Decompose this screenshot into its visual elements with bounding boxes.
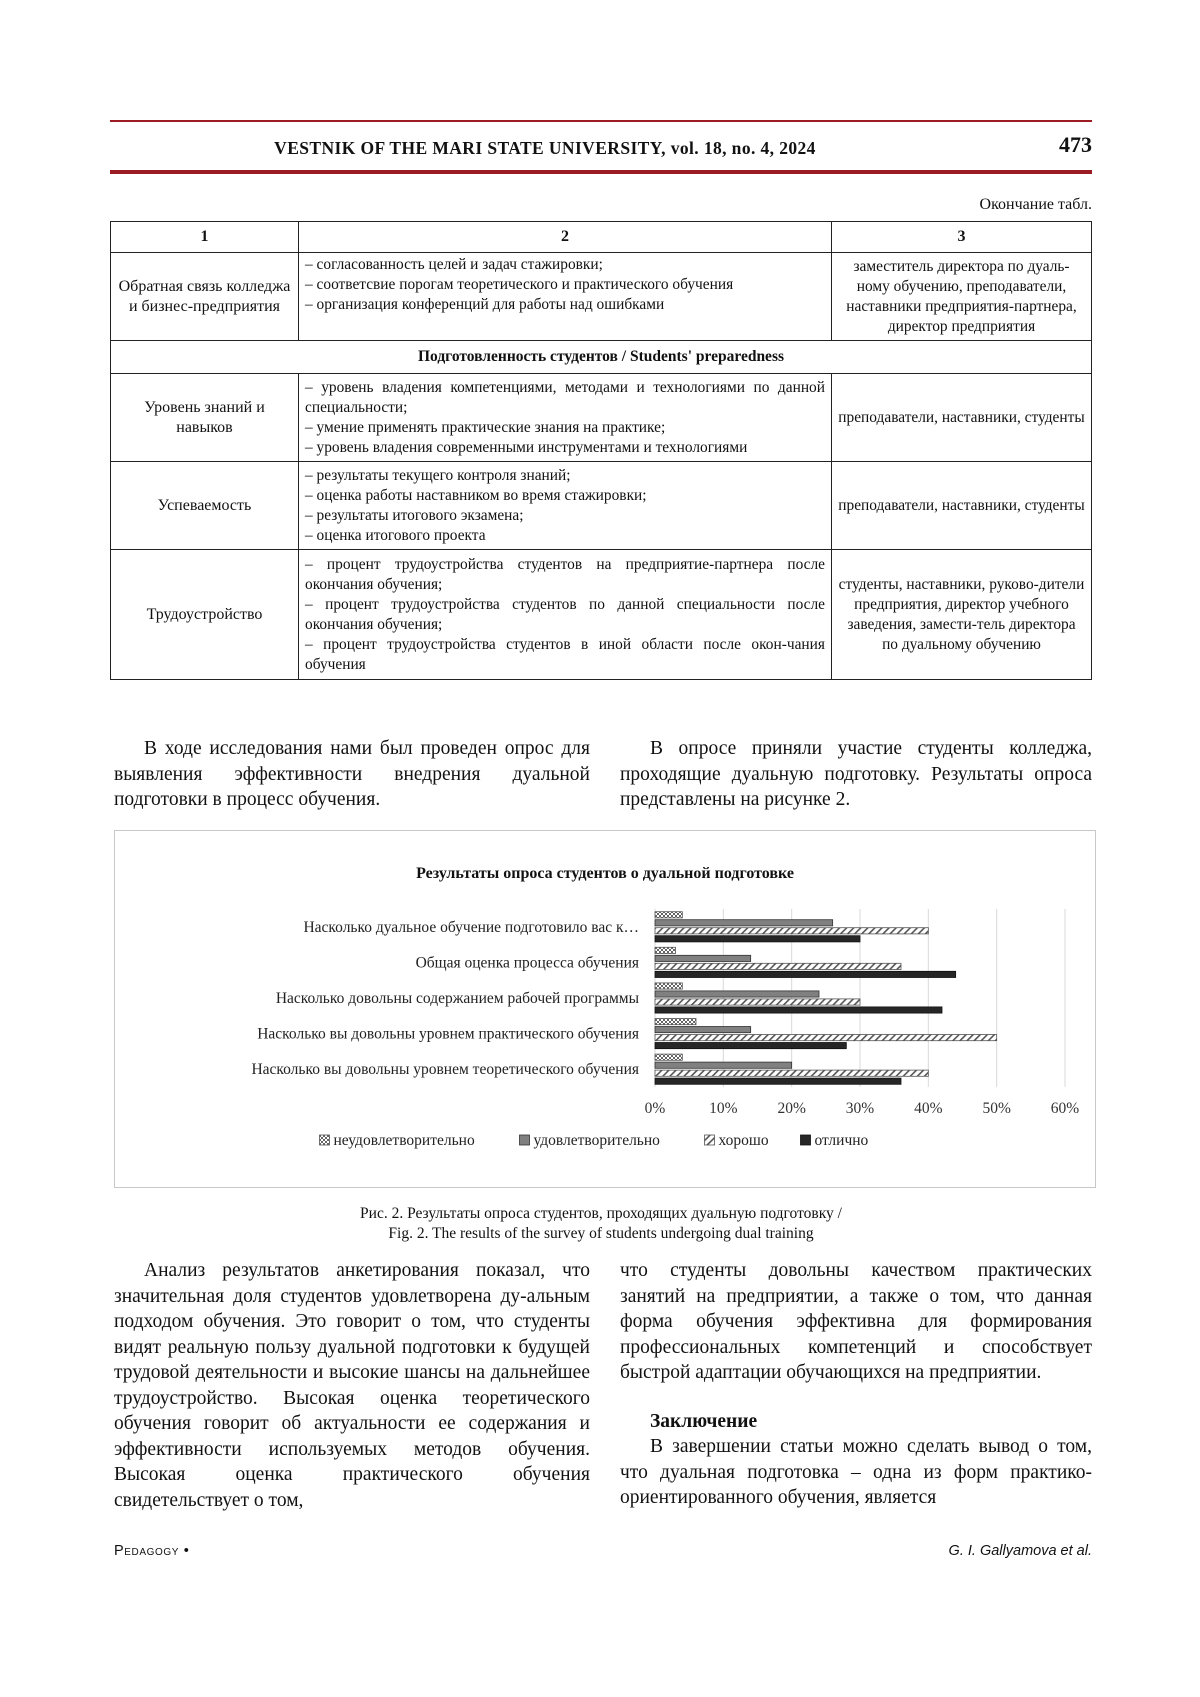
footer-section-name: Pedagogy [114,1543,180,1559]
table-cell-indicators [299,550,832,680]
x-tick-label: 10% [709,1100,738,1117]
text-column-right-2 [620,1258,1092,1511]
bar [655,928,928,934]
bar [655,983,682,989]
paragraph: что студенты довольны качеством практических занятий на предприятии, а также о том, что данная форма обучения эффективна для формирования профессиональных компетенций и способствует быстрой адаптации обучающихся на предприятии. [620,1260,1092,1383]
table-cell-participants: студенты, наставники, руково-дители предприятия, директор учебного заведения, замести-тель директора по дуальному обучению [832,550,1092,680]
bar [655,955,751,961]
category-label: Насколько дуальное обучение подготовило вас к… [303,918,639,936]
caption-ru: Рис. 2. Результаты опроса студентов, проходящих дуальную подготовку / [360,1205,842,1222]
table-row [111,550,1092,680]
category-label: Насколько вы довольны уровнем практического обучения [257,1025,639,1043]
bar [655,1019,696,1025]
x-tick-label: 50% [982,1100,1011,1117]
legend-label: хорошо [718,1132,769,1149]
table-cell-criterion: Трудоустройство [111,550,299,680]
paragraph: В завершении статьи можно сделать вывод о том, что дуальная подготовка – одна из форм практико-ориентированного обучения, является [620,1436,1092,1508]
paragraph: В опросе приняли участие студенты колледжа, проходящие дуальную подготовку. Результаты опроса представлены на рисунке 2. [620,738,1092,810]
table-cell-indicators [299,374,832,462]
legend-label: удовлетворительно [533,1132,660,1149]
journal-title: VESTNIK OF THE MARI STATE UNIVERSITY, vol. 18, no. 4, 2024 [274,138,816,158]
legend-label: неудовлетворительно [333,1132,475,1149]
criteria-table [110,221,1092,680]
table-section-row [111,341,1092,374]
category-label: Общая оценка процесса обучения [415,954,639,972]
bar [655,971,956,977]
bar [655,1007,942,1013]
caption-en: Fig. 2. The results of the survey of students undergoing dual training [388,1225,814,1242]
indicator-line: – уровень владения компетенциями, методами и технологиями по данной специальности; [305,378,825,416]
figure-chart [114,830,1096,1188]
bar [655,991,819,997]
bar [655,1027,751,1033]
legend-swatch [705,1135,715,1145]
table-section-title: Подготовленность студентов / Students' preparedness [111,341,1092,374]
table-cell-participants: преподаватели, наставники, студенты [832,462,1092,550]
x-tick-label: 30% [845,1100,875,1117]
indicator-line: – уровень владения современными инструментами и технологиями [305,438,748,456]
footer-bullet: • [183,1543,190,1559]
text-column-right-1 [620,736,1092,813]
x-tick-label: 20% [777,1100,806,1117]
table-row [111,253,1092,341]
indicator-line: – соответсвие порогам теоретического и практического обучения [305,276,734,293]
indicator-line: – процент трудоустройства студентов на предприятие-партнера после окончания обучения; [305,555,825,593]
table-cell-indicators [299,253,832,341]
table-row [111,374,1092,462]
legend-swatch [520,1135,530,1145]
legend-label: отлично [814,1132,869,1149]
indicator-line: – результаты текущего контроля знаний; [305,466,571,484]
bar [655,920,833,926]
chart-title: Результаты опроса студентов о дуальной подготовке [416,865,794,882]
table-header-row [111,222,1092,253]
bar-chart [115,831,1095,1187]
bar [655,936,860,942]
paragraph: В ходе исследования нами был проведен опрос для выявления эффективности внедрения дуальной подготовки в процесс обучения. [114,738,590,810]
figure-caption [110,1204,1092,1244]
indicator-line: – процент трудоустройства студентов в иной области после окон-чания обучения [305,635,825,673]
paragraph: Анализ результатов анкетирования показал, что значительная доля студентов удовлетворена ду-альным подходом обучения. Это говорит о том, что студенты видят реальную пользу дуальной подготовки к будущей трудовой деятельности и высокие шансы на дальнейшее трудоустройство. Высокая оценка теоретического обучения говорит об актуальности ее содержания и эффективности используемых методов обучения. Высокая оценка практического обучения свидетельствует о том, [114,1260,590,1511]
text-column-left-1 [114,736,590,813]
table-cell-criterion: Успеваемость [111,462,299,550]
category-label: Насколько довольны содержанием рабочей программы [275,990,639,1007]
bar [655,999,860,1005]
bar [655,1043,846,1049]
footer-authors: G. I. Gallyamova et al. [948,1543,1092,1559]
table-col-header: 2 [299,222,832,253]
indicator-line: – умение применять практические знания на практике; [305,418,666,436]
table-cell-indicators [299,462,832,550]
indicator-line: – оценка работы наставником во время стажировки; [305,486,647,504]
table-cell-participants: заместитель директора по дуаль-ному обучению, преподаватели, наставники предприятия-партнера, директор предприятия [832,253,1092,341]
footer-section [114,1543,189,1559]
table-col-header: 1 [111,222,299,253]
indicator-line: – организация конференций для работы над ошибками [305,296,665,313]
x-tick-label: 0% [644,1100,666,1117]
category-label: Насколько вы довольны уровнем теоретического обучения [251,1061,639,1079]
legend-swatch [320,1135,330,1145]
bar [655,1035,997,1041]
x-tick-label: 60% [1050,1100,1080,1117]
table-cell-participants: преподаватели, наставники, студенты [832,374,1092,462]
x-tick-label: 40% [914,1100,943,1117]
section-heading: Заключение [650,1410,758,1432]
header-rule-top [110,120,1092,122]
text-column-left-2 [114,1258,590,1513]
indicator-line: – согласованность целей и задач стажировки; [305,256,603,273]
bar [655,963,901,969]
table-col-header: 3 [832,222,1092,253]
indicator-line: – процент трудоустройства студентов по данной специальности после окончания обучения; [305,595,825,633]
table-cell-criterion: Обратная связь колледжа и бизнес-предприятия [111,253,299,341]
bar [655,1062,792,1068]
bar [655,1054,682,1060]
indicator-line: – результаты итогового экзамена; [305,506,524,524]
bar [655,947,676,953]
table-row [111,462,1092,550]
header-rule-bottom [110,170,1092,174]
bar [655,1078,901,1084]
bar [655,1070,928,1076]
page-number: 473 [1059,132,1092,157]
indicator-line: – оценка итогового проекта [305,526,486,544]
table-continuation-label: Окончание табл. [979,196,1092,213]
table-cell-criterion: Уровень знаний и навыков [111,374,299,462]
bar [655,912,682,918]
legend-swatch [801,1135,811,1145]
